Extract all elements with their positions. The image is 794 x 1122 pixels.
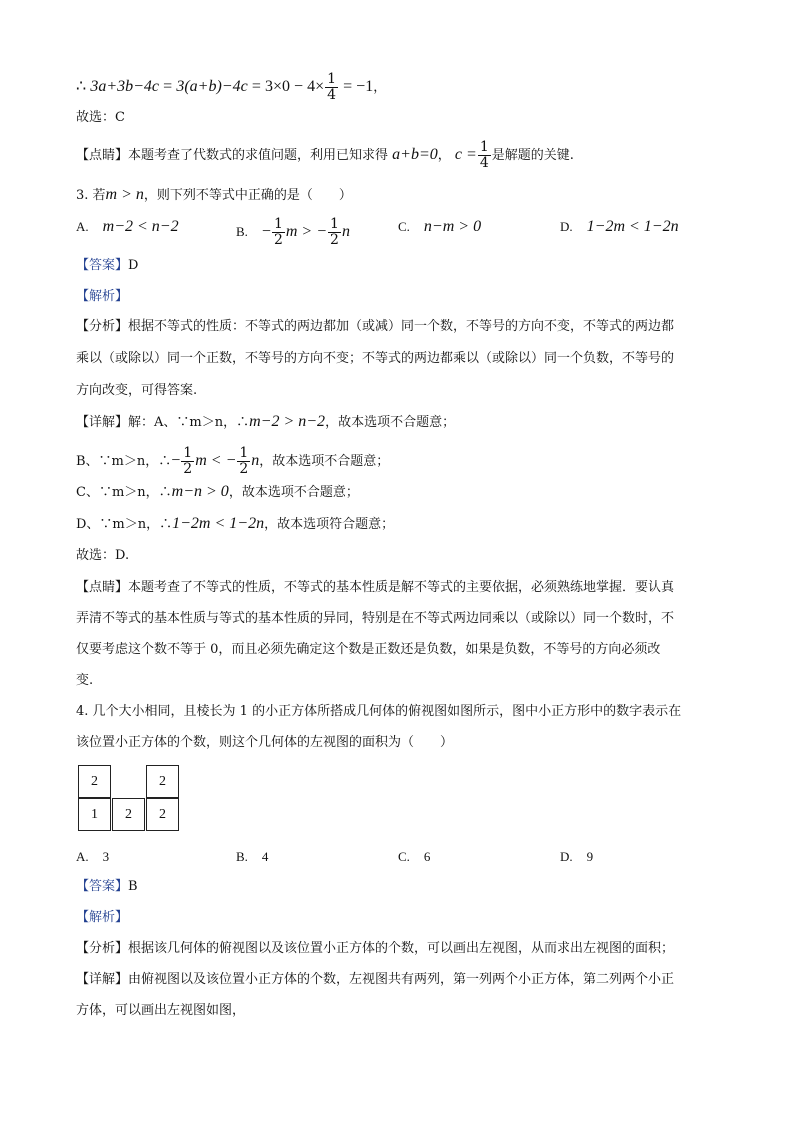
q3-stem: 3. 若m > n，则下列不等式中正确的是（ ）	[76, 186, 352, 203]
q2-comment: 【点睛】本题考查了代数式的求值问题，利用已知求得 a+b=0， c = $\frac{1}{4}$ 是解题的关键.	[76, 139, 574, 171]
q4-fenxi: 【分析】根据该几何体的俯视图以及该位置小正方体的个数，可以画出左视图，从而求出左视图的面积；	[76, 941, 675, 956]
q3-dianjing-4: 变.	[76, 673, 94, 688]
derivation-line: ∴ 3a+3b−4c = 3(a+b)−4c = 3×0 − 4× $\frac{1}{4}$ = −1，	[76, 71, 387, 103]
q4-stem-1: 4. 几个大小相同，且棱长为 1 的小正方体所搭成几何体的俯视图如图所示，图中小正方形中的数字表示在	[76, 704, 682, 719]
q3-xiangjie-c: C、∵m＞n，∴m−n > 0，故本选项不合题意；	[76, 483, 359, 500]
choose-c-line: 故选：C	[76, 110, 125, 125]
grid-cell: 1	[78, 798, 111, 831]
q3-xiangjie-b: B、∵m＞n，∴− $\frac{1}{2}$ m < − $\frac{1}{2}$ n，故本选项不合题意；	[76, 445, 390, 477]
q3-fenxi-2: 乘以（或除以）同一个正数，不等号的方向不变；不等式的两边都乘以（或除以）同一个负数，不等号的	[76, 351, 675, 366]
grid-cell: 2	[146, 765, 179, 798]
q3-fenxi-1: 【分析】根据不等式的性质：不等式的两边都加（或减）同一个数，不等号的方向不变，不等式的两边都	[76, 319, 675, 334]
q3-dianjing-3: 仅要考虑这个数不等于 0，而且必须先确定这个数是正数还是负数，如果是负数，不等号的方向必须改	[76, 642, 661, 657]
q3-dianjing-1: 【点睛】本题考查了不等式的性质，不等式的基本性质是解不等式的主要依据，必须熟练地掌握．要认真	[76, 580, 675, 595]
q4-option-a: A. 3	[76, 849, 110, 864]
top-view-grid	[78, 765, 180, 833]
q4-analysis-heading: 【解析】	[76, 910, 129, 925]
q4-xiangjie-1: 【详解】由俯视图以及该位置小正方体的个数，左视图共有两列，第一列两个小正方体，第二列两个小正	[76, 972, 675, 987]
q3-xiangjie-a: 【详解】解：A、∵m＞n，∴m−2 > n−2，故本选项不合题意；	[76, 413, 456, 430]
q3-answer: 【答案】D	[76, 258, 139, 273]
q4-option-c: C. 6	[398, 849, 431, 864]
q3-choose: 故选：D.	[76, 548, 130, 563]
q3-xiangjie-d: D、∵m＞n，∴1−2m < 1−2n，故本选项符合题意；	[76, 515, 395, 532]
q3-option-a: A. m−2 < n−2	[76, 218, 179, 235]
q4-option-b: B. 4	[236, 849, 269, 864]
q4-option-d: D. 9	[560, 849, 594, 864]
q4-stem-2: 该位置小正方体的个数，则这个几何体的左视图的面积为（ ）	[76, 735, 454, 750]
grid-cell: 2	[78, 765, 111, 798]
fraction: $\frac{1}{4}$	[327, 71, 337, 103]
q3-analysis-heading: 【解析】	[76, 289, 129, 304]
q3-option-c: C. n−m > 0	[398, 218, 482, 235]
grid-cell: 2	[146, 798, 179, 831]
q3-option-b: B. − $\frac{1}{2}$ m > − $\frac{1}{2}$ n	[236, 216, 350, 248]
q4-answer: 【答案】B	[76, 879, 138, 894]
q4-xiangjie-2: 方体，可以画出左视图如图，	[76, 1003, 246, 1018]
grid-cell: 2	[112, 798, 145, 831]
q3-fenxi-3: 方向改变，可得答案.	[76, 383, 198, 398]
q3-option-d: D. 1−2m < 1−2n	[560, 218, 679, 235]
q3-dianjing-2: 弄清不等式的基本性质与等式的基本性质的异同，特别是在不等式两边同乘以（或除以）同一个数时，不	[76, 611, 675, 626]
fraction: $\frac{1}{4}$	[479, 139, 489, 171]
